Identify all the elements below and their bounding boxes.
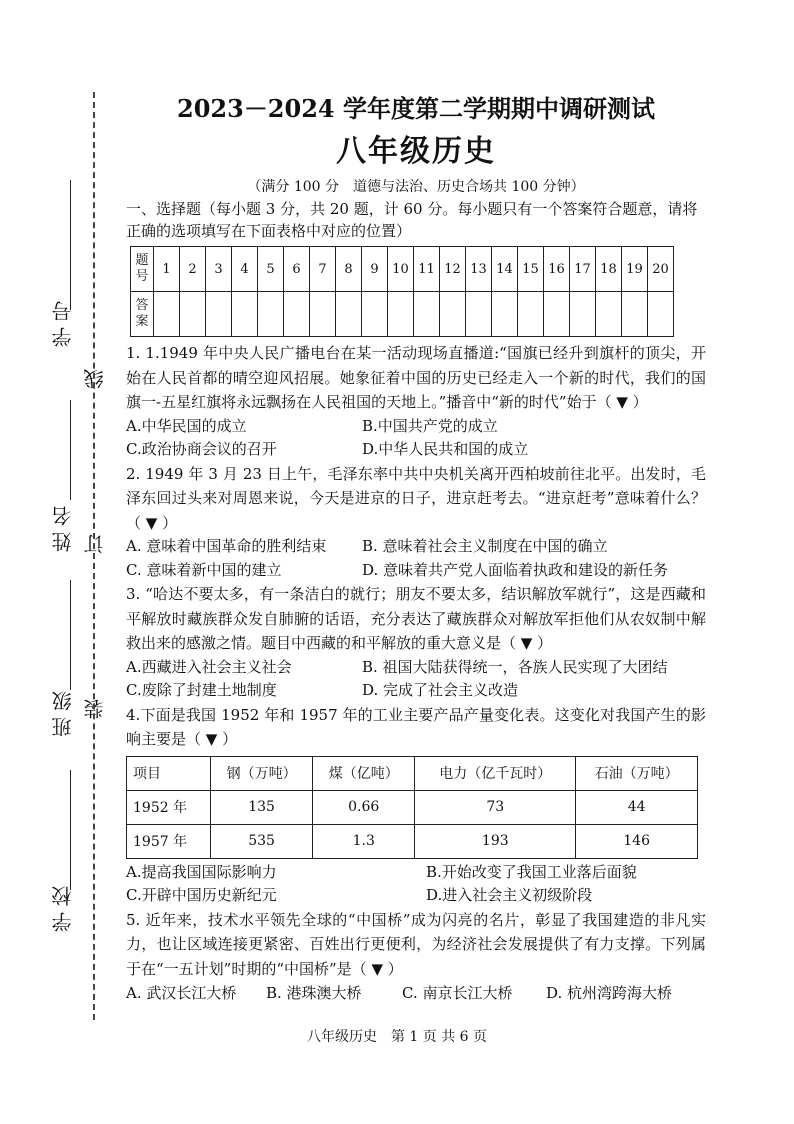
answer-cell[interactable] bbox=[336, 292, 362, 337]
option-a[interactable]: A.中华民国的成立 bbox=[126, 416, 247, 435]
page-footer: 八年级历史 第 1 页 共 6 页 bbox=[306, 1029, 488, 1045]
grid-number: 12 bbox=[440, 247, 466, 292]
option-d[interactable]: D.中华人民共和国的成立 bbox=[362, 440, 529, 458]
table-cell: 146 bbox=[576, 824, 698, 858]
table-header: 石油（万吨） bbox=[576, 756, 698, 790]
answer-cell[interactable] bbox=[466, 292, 492, 337]
grid-number: 8 bbox=[336, 247, 362, 292]
grid-number: 10 bbox=[388, 247, 414, 292]
grid-number: 9 bbox=[362, 247, 388, 292]
question-1-stem: 1. 1.1949 年中央人民广播电台在某一活动现场直播道:“国旗已经升到旗杆的顶尖，开始在人民首都的晴空迎风招展。她象征着中国的历史已经走入一个新的时代，我们的国旗一-五星红旗将永远飘扬在人民祖国的天地上。”播音中“新的时代”始于（ ▼ ） bbox=[126, 344, 706, 411]
grid-number: 16 bbox=[544, 247, 570, 292]
table-cell: 1957 年 bbox=[127, 824, 211, 858]
grid-number: 1 bbox=[154, 247, 180, 292]
table-cell: 1.3 bbox=[313, 824, 415, 858]
grid-number: 6 bbox=[284, 247, 310, 292]
answer-cell[interactable] bbox=[388, 292, 414, 337]
grid-number: 7 bbox=[310, 247, 336, 292]
question-3-options bbox=[126, 656, 706, 703]
name-line[interactable] bbox=[70, 400, 71, 500]
option-d[interactable]: D. 意味着共产党人面临着执政和建设的新任务 bbox=[362, 560, 669, 579]
grid-number: 18 bbox=[596, 247, 622, 292]
grid-number: 14 bbox=[492, 247, 518, 292]
grid-number: 19 bbox=[622, 247, 648, 292]
production-table bbox=[126, 756, 698, 859]
grid-number: 13 bbox=[466, 247, 492, 292]
option-c[interactable]: C. 南京长江大桥 bbox=[402, 984, 513, 1002]
answer-cell[interactable] bbox=[544, 292, 570, 337]
option-b[interactable]: B. 港珠澳大桥 bbox=[266, 984, 362, 1002]
table-header: 项目 bbox=[127, 756, 211, 790]
option-c[interactable]: C.废除了封建土地制度 bbox=[126, 681, 277, 699]
binding-mark-xian: 线 bbox=[80, 365, 109, 393]
binding-mark-zhuang: 装 bbox=[80, 695, 109, 723]
table-header-row bbox=[127, 756, 698, 790]
option-b[interactable]: B.开始改变了我国工业落后面貌 bbox=[426, 862, 637, 881]
table-header: 钢（万吨） bbox=[211, 756, 313, 790]
option-a[interactable]: A.西藏进入社会主义社会 bbox=[126, 657, 292, 676]
class-line[interactable] bbox=[70, 580, 71, 690]
option-b[interactable]: B.中国共产党的成立 bbox=[362, 416, 498, 435]
binding-mark-ding: 订 bbox=[80, 530, 109, 558]
grid-number: 3 bbox=[206, 247, 232, 292]
answer-cell[interactable] bbox=[648, 292, 674, 337]
table-cell: 535 bbox=[211, 824, 313, 858]
grid-head-answer: 答案 bbox=[131, 292, 154, 337]
grid-number: 17 bbox=[570, 247, 596, 292]
student-id-line[interactable] bbox=[70, 180, 71, 310]
school-label: 学校 bbox=[51, 880, 75, 932]
question-3-stem: 3. “哈达不要太多，有一条洁白的就行；朋友不要太多，结识解放军就行”，这是西藏和平解放时藏族群众发自肺腑的话语，充分表达了藏族群众对解放军拒他们从农奴制中解救出来的感激之情。题目中西藏的和平解放的重大意义是（ ▼ ） bbox=[126, 585, 706, 652]
class-label: 班级 bbox=[51, 685, 75, 737]
option-d[interactable]: D.进入社会主义初级阶段 bbox=[426, 886, 593, 904]
answer-cell[interactable] bbox=[622, 292, 648, 337]
grid-number: 4 bbox=[232, 247, 258, 292]
answer-cell[interactable] bbox=[206, 292, 232, 337]
option-d[interactable]: D. 杭州湾跨海大桥 bbox=[546, 984, 673, 1002]
answer-cell[interactable] bbox=[570, 292, 596, 337]
question-1-options bbox=[126, 415, 706, 462]
answer-cell[interactable] bbox=[258, 292, 284, 337]
exam-title: 2023－2024 学年度第二学期期中调研测试 bbox=[177, 94, 655, 123]
table-cell: 193 bbox=[415, 824, 576, 858]
answer-cell[interactable] bbox=[492, 292, 518, 337]
answer-cell[interactable] bbox=[362, 292, 388, 337]
option-c[interactable]: C.政治协商会议的召开 bbox=[126, 440, 277, 458]
question-2-options bbox=[126, 535, 706, 582]
table-header: 电力（亿千瓦时） bbox=[415, 756, 576, 790]
answer-cell[interactable] bbox=[180, 292, 206, 337]
answer-cell[interactable] bbox=[440, 292, 466, 337]
answer-cell[interactable] bbox=[310, 292, 336, 337]
grid-number: 5 bbox=[258, 247, 284, 292]
table-cell: 44 bbox=[576, 790, 698, 824]
grid-number: 20 bbox=[648, 247, 674, 292]
answer-cell[interactable] bbox=[414, 292, 440, 337]
question-4-options bbox=[126, 861, 706, 908]
question-5-stem: 5. 近年来，技术水平领先全球的“中国桥”成为闪亮的名片，彰显了我国建造的非凡实力，也让区域连接更紧密、百姓出行更便利，为经济社会发展提供了有力支撑。下列属于在“一五计划”时期的“中国桥”是（ ▼ ） bbox=[126, 910, 706, 978]
answer-cell[interactable] bbox=[154, 292, 180, 337]
student-id-label: 学号 bbox=[51, 295, 75, 347]
table-cell: 73 bbox=[415, 790, 576, 824]
school-line[interactable] bbox=[70, 770, 71, 890]
question-4-stem: 4.下面是我国 1952 年和 1957 年的工业主要产品产量变化表。这变化对我国产生的影响主要是（ ▼ ） bbox=[126, 705, 706, 748]
grid-head-question: 题号 bbox=[131, 247, 154, 292]
question-5-options bbox=[126, 981, 706, 1005]
answer-cell[interactable] bbox=[596, 292, 622, 337]
answer-grid-answer-row bbox=[131, 292, 674, 337]
cut-line bbox=[93, 92, 95, 1020]
answer-cell[interactable] bbox=[232, 292, 258, 337]
option-b[interactable]: B. 意味着社会主义制度在中国的确立 bbox=[362, 537, 608, 555]
option-c[interactable]: C.开辟中国历史新纪元 bbox=[126, 886, 277, 904]
score-note: （满分 100 分 道德与法治、历史合场共 100 分钟） bbox=[247, 179, 585, 195]
grid-number: 11 bbox=[414, 247, 440, 292]
grid-number: 15 bbox=[518, 247, 544, 292]
table-header: 煤（亿吨） bbox=[313, 756, 415, 790]
option-a[interactable]: A. 意味着中国革命的胜利结束 bbox=[126, 537, 327, 555]
answer-grid-number-row bbox=[131, 247, 674, 292]
exam-body bbox=[126, 92, 706, 1005]
answer-grid bbox=[130, 246, 674, 337]
table-cell: 0.66 bbox=[313, 790, 415, 824]
option-c[interactable]: C. 意味着新中国的建立 bbox=[126, 560, 282, 579]
question-2-stem: 2. 1949 年 3 月 23 日上午，毛泽东率中共中央机关离开西柏坡前往北平。出发时，毛泽东回过头来对周恩来说，今天是进京的日子，进京赶考去。“进京赶考”意味着什么？（ ▼ ） bbox=[126, 464, 706, 532]
option-a[interactable]: A. 武汉长江大桥 bbox=[126, 984, 237, 1002]
table-cell: 135 bbox=[211, 790, 313, 824]
table-cell: 1952 年 bbox=[127, 790, 211, 824]
option-b[interactable]: B. 祖国大陆获得统一，各族人民实现了大团结 bbox=[362, 657, 668, 676]
table-row bbox=[127, 824, 698, 858]
table-row bbox=[127, 790, 698, 824]
name-label: 姓名 bbox=[51, 500, 75, 552]
option-d[interactable]: D. 完成了社会主义改造 bbox=[362, 681, 519, 699]
answer-cell[interactable] bbox=[284, 292, 310, 337]
section-intro: 一、选择题（每小题 3 分，共 20 题，计 60 分。每小题只有一个答案符合题意，请将正确的选项填写在下面表格中对应的位置） bbox=[126, 200, 698, 240]
subject-title: 八年级历史 bbox=[336, 134, 496, 169]
answer-cell[interactable] bbox=[518, 292, 544, 337]
option-a[interactable]: A.提高我国国际影响力 bbox=[126, 862, 277, 881]
grid-number: 2 bbox=[180, 247, 206, 292]
